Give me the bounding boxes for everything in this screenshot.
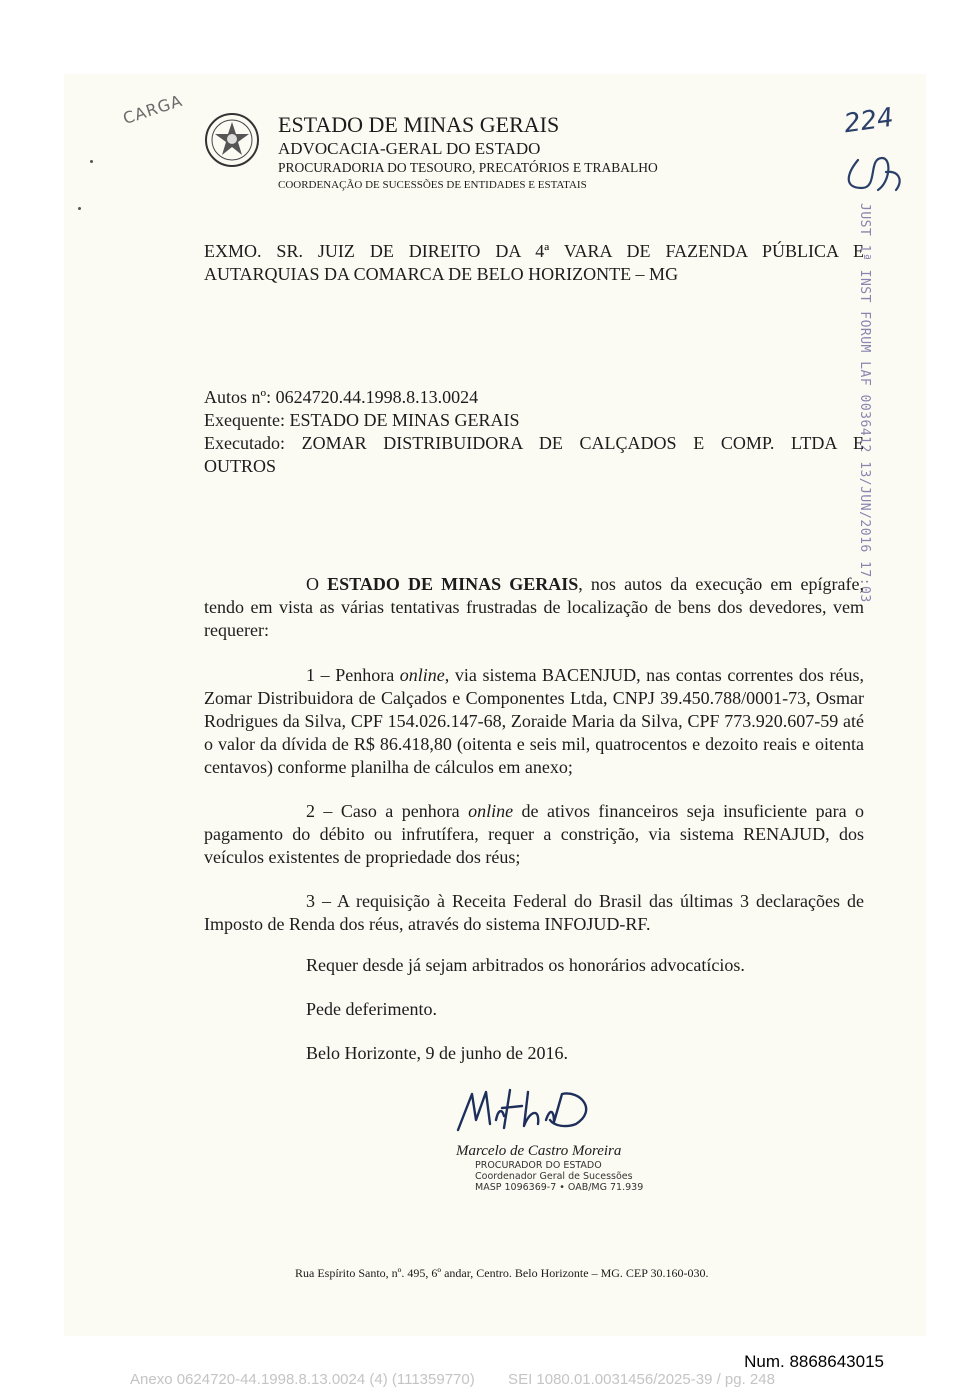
intro-prefix: O — [306, 574, 328, 594]
header-coordination: COORDENAÇÃO DE SUCESSÕES DE ENTIDADES E ESTATAIS — [278, 179, 587, 191]
signer-role: Coordenador Geral de Sucessões — [475, 1171, 633, 1182]
item-2-prefix: 2 – Caso a penhora — [306, 801, 469, 821]
request-item-2 — [204, 800, 864, 869]
request-item-3: 3 – A requisição à Receita Federal do Brasil das últimas 3 declarações de Imposto de Renda dos réus, através do sistema INFOJUD-RF. — [204, 891, 864, 934]
case-debtor-line-2: OUTROS — [204, 456, 277, 476]
document-number: Num. 8868643015 — [744, 1352, 884, 1371]
signer-details — [475, 1160, 643, 1193]
signer-name: Marcelo de Castro Moreira — [456, 1143, 622, 1159]
scan-speck — [78, 207, 81, 210]
intro-paragraph — [204, 573, 864, 642]
intro-text: , nos autos da execução em epígrafe, tendo em vista as várias tentativas frustradas de localização de bens dos devedores, vem requerer: — [204, 574, 864, 640]
item-1-prefix: 1 – Penhora — [306, 665, 400, 685]
footer-address: Rua Espírito Santo, nº. 495, 6º andar, Centro. Belo Horizonte – MG. CEP 30.160-030. — [295, 1266, 709, 1280]
case-number: Autos nº: 0624720.44.1998.8.13.0024 — [204, 387, 479, 407]
case-debtor-line-1: Executado: ZOMAR DISTRIBUIDORA DE CALÇADOS E COMP. LTDA E — [204, 433, 864, 453]
addressee-line-2: AUTARQUIAS DA COMARCA DE BELO HORIZONTE – MG — [204, 264, 679, 284]
protocol-stamp: JUST 1ª INST FORUM LAF 0036412 13/JUN/2016 17:03 — [857, 203, 872, 603]
signer-title: PROCURADOR DO ESTADO — [475, 1160, 602, 1171]
case-parties — [204, 386, 864, 478]
scan-speck — [90, 160, 93, 163]
signer-ids: MASP 1096369-7 • OAB/MG 71.939 — [475, 1182, 644, 1193]
fees-request: Requer desde já sejam arbitrados os honorários advocatícios. — [306, 955, 745, 975]
item-2-text: de ativos financeiros seja insuficiente para o pagamento do débito ou infrutífera, requer a constrição, via sistema RENAJUD, dos veículos existentes de propriedade dos réus; — [204, 801, 864, 867]
handwritten-rubric-icon — [838, 152, 908, 200]
state-coat-of-arms-icon — [204, 112, 260, 168]
handwritten-signature-icon — [450, 1080, 610, 1140]
place-date: Belo Horizonte, 9 de junho de 2016. — [306, 1043, 568, 1063]
header-agency: ADVOCACIA-GERAL DO ESTADO — [278, 139, 541, 158]
closing: Pede deferimento. — [306, 999, 437, 1019]
header-state: ESTADO DE MINAS GERAIS — [278, 112, 560, 137]
header-department: PROCURADORIA DO TESOURO, PRECATÓRIOS E TRABALHO — [278, 160, 658, 175]
addressee — [204, 240, 864, 286]
margin-note: CARGA — [120, 90, 186, 129]
request-item-1 — [204, 664, 864, 779]
sei-watermark: Anexo 0624720-44.1998.8.13.0024 (4) (111359770) SEI 1080.01.0031456/2025-39 / pg. 248 — [130, 1371, 775, 1388]
item-2-emphasis: online — [468, 801, 514, 821]
intro-party: ESTADO DE MINAS GERAIS — [327, 574, 579, 594]
folio-number: 224 — [842, 102, 896, 140]
addressee-line-1: EXMO. SR. JUIZ DE DIREITO DA 4ª VARA DE FAZENDA PÚBLICA E — [204, 241, 864, 261]
item-1-emphasis: online — [399, 665, 445, 685]
item-1-text: , via sistema BACENJUD, nas contas correntes dos réus, Zomar Distribuidora de Calçados e Componentes Ltda, CNPJ 39.450.788/0001-73, Osmar Rodrigues da Silva, CPF 154.026.147-68, Zoraide Maria da Silva, CPF 773.920.607-59 até o valor da dívida de R$ 86.418,80 (oitenta e seis mil, quatrocentos e dezoito reais e oitenta centavos) conforme planilha de cálculos em anexo; — [204, 665, 864, 777]
case-creditor: Exequente: ESTADO DE MINAS GERAIS — [204, 410, 520, 430]
